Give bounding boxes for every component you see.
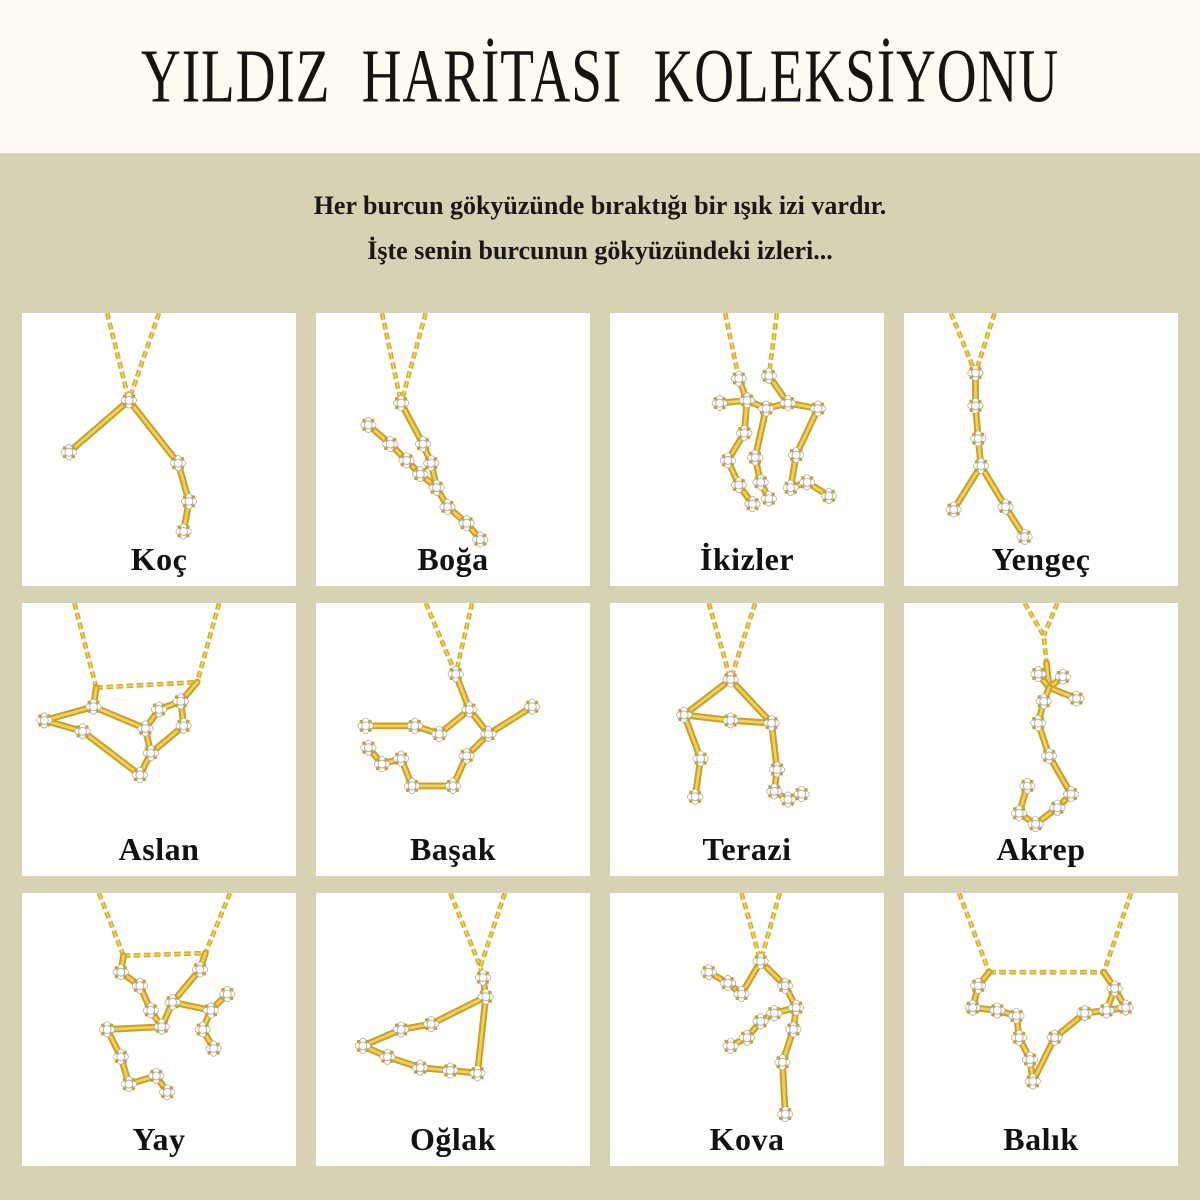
zodiac-card-7[interactable] [904, 603, 1178, 876]
diamond-star [424, 1016, 439, 1031]
diamond-star [176, 718, 191, 733]
diamond-star [1012, 1030, 1027, 1045]
diamond-star [445, 778, 460, 793]
diamond-star [399, 453, 414, 468]
diamond-star [1042, 748, 1057, 763]
diamond-star [758, 401, 773, 416]
diamond-star [432, 726, 447, 741]
diamond-star [723, 1038, 738, 1053]
zodiac-label: Boğa [417, 541, 489, 577]
diamond-star [753, 954, 768, 969]
diamond-star [965, 1000, 980, 1015]
diamond-star [788, 447, 803, 462]
zodiac-label: Kova [709, 1121, 785, 1157]
diamond-star [86, 699, 101, 714]
necklace-chain [1025, 603, 1058, 663]
diamond-star [99, 1022, 114, 1037]
diamond-star [1118, 1000, 1133, 1015]
diamond-star [778, 978, 793, 993]
diamond-star [821, 488, 836, 503]
diamond-star [810, 401, 825, 416]
diamond-star [475, 970, 490, 985]
zodiac-label: Akrep [996, 831, 1086, 867]
zodiac-card-0[interactable] [22, 313, 296, 586]
diamond-star [393, 1022, 408, 1037]
necklace-chain [74, 603, 219, 688]
diamond-star [737, 425, 752, 440]
diamond-star [121, 393, 136, 408]
diamond-star [132, 978, 147, 993]
diamond-star [374, 756, 389, 771]
diamond-star [75, 724, 90, 739]
diamond-star [361, 740, 376, 755]
necklace-chain [709, 603, 755, 679]
diamond-star [794, 786, 809, 801]
intro-text [0, 183, 1200, 273]
intro-line-2: İşte senin burcunun gökyüzündeki izleri... [367, 236, 833, 265]
constellation-bars [69, 400, 189, 531]
zodiac-label: Oğlak [409, 1121, 497, 1157]
diamond-star [701, 965, 716, 980]
diamond-star [470, 1066, 485, 1081]
diamond-star [723, 713, 738, 728]
diamond-star [968, 365, 983, 380]
diamond-star [481, 726, 496, 741]
necklace-chain [951, 313, 995, 373]
diamond-star [1025, 1074, 1040, 1089]
diamond-star [780, 792, 795, 807]
diamond-star [687, 789, 702, 804]
diamond-star [748, 450, 763, 465]
diamond-star [720, 975, 735, 990]
diamond-star [1047, 1030, 1062, 1045]
diamond-star [1099, 1003, 1114, 1018]
diamond-star [753, 1014, 768, 1029]
necklace-chain [99, 893, 230, 956]
diamond-star [767, 784, 782, 799]
diamond-star [113, 1049, 128, 1064]
diamond-star [154, 1019, 169, 1034]
diamond-star [61, 445, 76, 460]
diamond-star [767, 1005, 782, 1020]
necklace-chain [450, 893, 505, 978]
diamond-star [525, 699, 540, 714]
zodiac-card-2[interactable] [610, 313, 884, 586]
diamond-star [113, 965, 128, 980]
diamond-star [971, 431, 986, 446]
diamond-star [355, 1038, 370, 1053]
diamond-star [195, 1022, 210, 1037]
product-grid [22, 313, 1178, 1166]
diamond-star [998, 499, 1013, 514]
diamond-star [946, 502, 961, 517]
diamond-star [393, 395, 408, 410]
diamond-star [753, 475, 768, 490]
diamond-star [775, 1055, 790, 1070]
diamond-star [37, 713, 52, 728]
diamond-star [361, 417, 376, 432]
constellation-bars [954, 373, 1025, 537]
diamond-star [799, 475, 814, 490]
zodiac-card-1[interactable] [316, 313, 590, 586]
diamond-star [739, 1030, 754, 1045]
constellation-bars [973, 972, 1126, 1081]
diamond-star [192, 962, 207, 977]
diamond-star [990, 1003, 1005, 1018]
diamond-star [780, 395, 795, 410]
diamond-star [971, 978, 986, 993]
zodiac-label: Aslan [118, 831, 200, 867]
zodiac-label: Yengeç [991, 541, 1091, 577]
diamond-star [206, 1041, 221, 1056]
diamond-star [478, 989, 493, 1004]
diamond-star [404, 778, 419, 793]
diamond-star [1036, 694, 1051, 709]
diamond-star [176, 524, 191, 539]
diamond-star [745, 496, 760, 511]
diamond-star [443, 1063, 458, 1078]
diamond-star [220, 986, 235, 1001]
diamond-star [459, 516, 474, 531]
diamond-star [723, 672, 738, 687]
zodiac-card-3[interactable] [904, 313, 1178, 586]
necklace-chain [742, 893, 780, 961]
diamond-star [1012, 806, 1027, 821]
diamond-star [739, 393, 754, 408]
page-title: YILDIZ HARİTASI KOLEKSİYONU [140, 33, 1060, 119]
diamond-star [173, 694, 188, 709]
necklace-chain [107, 313, 159, 400]
diamond-star [462, 702, 477, 717]
diamond-star [181, 494, 196, 509]
diamond-star [138, 721, 153, 736]
diamond-star [764, 715, 779, 730]
diamond-star [973, 458, 988, 473]
diamond-star [1020, 778, 1035, 793]
diamond-star [407, 718, 422, 733]
diamond-star [203, 1003, 218, 1018]
diamond-star [429, 480, 444, 495]
diamond-star [1050, 800, 1065, 815]
diamond-star [358, 718, 373, 733]
diamond-star [788, 1000, 803, 1015]
necklace-chain [959, 893, 1131, 972]
diamond-star [786, 1022, 801, 1037]
diamond-star [170, 456, 185, 471]
zodiac-card-10[interactable] [610, 893, 884, 1166]
diamond-star [413, 466, 428, 481]
diamond-star [121, 1076, 136, 1091]
diamond-star [1028, 816, 1043, 831]
diamond-star [693, 751, 708, 766]
intro-line-1: Her burcun gökyüzünde bıraktığı bir ışık izi vardır. [313, 191, 887, 220]
diamond-star [968, 398, 983, 413]
zodiac-card-11[interactable] [904, 893, 1178, 1166]
diamond-star [1009, 1008, 1024, 1023]
diamond-star [143, 746, 158, 761]
diamond-star [413, 1060, 428, 1075]
diamond-star [761, 368, 776, 383]
constellation-bars [684, 679, 801, 799]
zodiac-card-9[interactable] [316, 893, 590, 1166]
diamond-star [769, 762, 784, 777]
diamond-star [165, 995, 180, 1010]
zodiac-label: Balık [1003, 1121, 1079, 1157]
diamond-star [778, 1106, 793, 1121]
necklace-chain [382, 313, 426, 403]
diamond-star [160, 1085, 175, 1100]
constellation-bars [1019, 663, 1076, 824]
diamond-star [1022, 1052, 1037, 1067]
diamond-star [415, 436, 430, 451]
diamond-star [761, 491, 776, 506]
zodiac-card-8[interactable] [22, 893, 296, 1166]
diamond-star [459, 748, 474, 763]
diamond-star [143, 1003, 158, 1018]
diamond-star [448, 666, 463, 681]
diamond-star [440, 499, 455, 514]
diamond-star [677, 707, 692, 722]
zodiac-label: Yay [132, 1121, 186, 1157]
diamond-star [712, 395, 727, 410]
diamond-star [132, 767, 147, 782]
zodiac-card-5[interactable] [316, 603, 590, 876]
diamond-star [1063, 786, 1078, 801]
diamond-star [1031, 715, 1046, 730]
diamond-star [783, 480, 798, 495]
diamond-star [734, 986, 749, 1001]
constellation-bars [44, 682, 197, 775]
diamond-star [1055, 669, 1070, 684]
diamond-star [393, 751, 408, 766]
necklace-chain [426, 603, 472, 674]
diamond-star [151, 702, 166, 717]
diamond-star [1031, 666, 1046, 681]
diamond-star [383, 436, 398, 451]
diamond-star [1077, 1005, 1092, 1020]
diamond-star [1069, 691, 1084, 706]
zodiac-label: Terazi [702, 831, 792, 867]
zodiac-card-6[interactable] [610, 603, 884, 876]
diamond-star [731, 477, 746, 492]
diamond-star [720, 453, 735, 468]
diamond-star [731, 371, 746, 386]
zodiac-card-4[interactable] [22, 603, 296, 876]
constellation-bars [366, 674, 533, 786]
zodiac-label: İkizler [699, 541, 795, 577]
zodiac-label: Başak [409, 831, 497, 867]
diamond-star [1107, 981, 1122, 996]
zodiac-label: Koç [130, 541, 188, 577]
diamond-star [380, 1049, 395, 1064]
diamond-star [149, 1068, 164, 1083]
page-header [0, 0, 1200, 153]
